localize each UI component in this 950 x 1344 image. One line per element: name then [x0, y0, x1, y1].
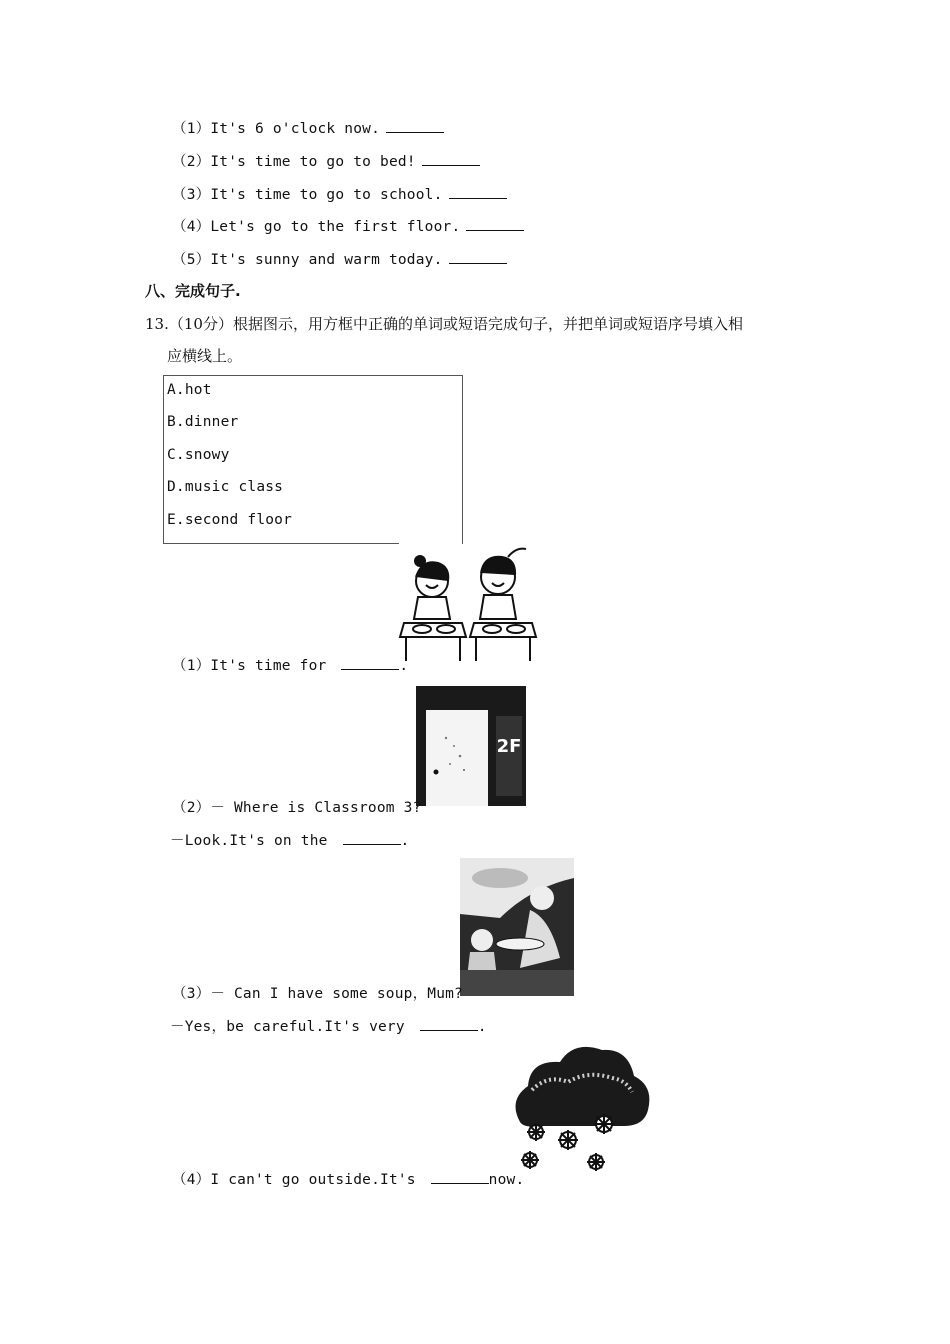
answer-blank[interactable]	[449, 197, 507, 199]
item-3-reply: －Yes，be careful.It's very .	[170, 1019, 487, 1035]
question-7-5: （5）It's sunny and warm today.	[172, 248, 507, 269]
option-a: A.hot	[167, 382, 212, 398]
option-e: E.second floor	[167, 512, 293, 528]
answer-blank[interactable]	[386, 131, 444, 133]
second-floor-door-image	[416, 686, 528, 806]
soup-image	[460, 858, 574, 996]
question-7-4: （4）Let's go to the first floor.	[172, 215, 524, 236]
answer-blank[interactable]	[431, 1182, 489, 1184]
answer-blank[interactable]	[341, 668, 399, 670]
answer-blank[interactable]	[420, 1029, 478, 1031]
snow-cloud-image	[508, 1040, 654, 1176]
question-13-instruction-cont: 应横线上。	[167, 347, 243, 365]
kids-dinner-image	[398, 545, 538, 667]
question-7-1: （1）It's 6 o'clock now.	[172, 117, 444, 138]
answer-blank[interactable]	[449, 262, 507, 264]
word-bank-divider	[163, 543, 399, 544]
question-7-2: （2）It's time to go to bed!	[172, 150, 480, 171]
question-7-3: （3）It's time to go to school.	[172, 183, 507, 204]
item-4: （4）I can't go outside.It's now.	[172, 1172, 525, 1188]
item-3-question: （3）－ Can I have some soup，Mum?	[172, 986, 463, 1002]
item-2-reply: －Look.It's on the .	[170, 833, 410, 849]
item-2-question: （2）－ Where is Classroom 3?	[172, 800, 422, 816]
answer-blank[interactable]	[422, 164, 480, 166]
word-bank-box	[163, 375, 463, 544]
answer-blank[interactable]	[466, 229, 524, 231]
section-heading: 八、完成句子.	[145, 282, 241, 300]
option-d: D.music class	[167, 479, 284, 495]
option-c: C.snowy	[167, 447, 230, 463]
answer-blank[interactable]	[343, 843, 401, 845]
item-1: （1）It's time for .	[172, 658, 409, 674]
floor-sign: 2F	[496, 736, 522, 757]
option-b: B.dinner	[167, 414, 239, 430]
question-13-instruction: 13.（10分）根据图示，用方框中正确的单词或短语完成句子，并把单词或短语序号填入相	[145, 315, 743, 333]
